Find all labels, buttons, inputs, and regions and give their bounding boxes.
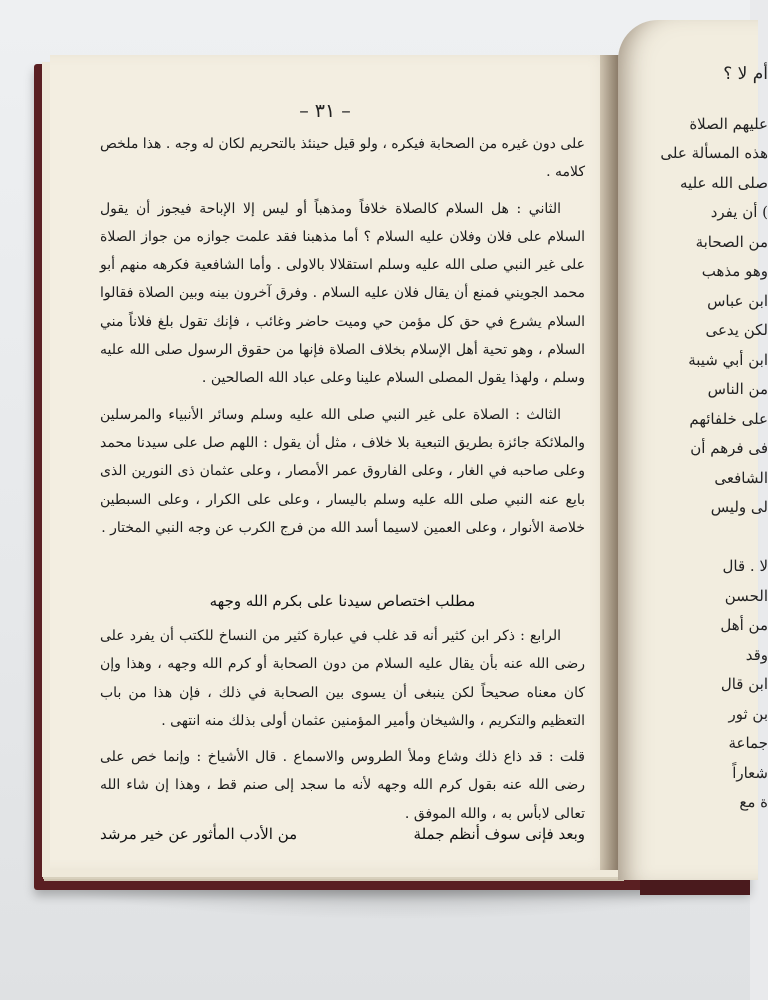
facing-line: لى وليس [710,498,768,516]
facing-line: صلى الله عليه [680,173,768,192]
facing-line: ة مع [739,793,768,811]
facing-line: لكن يدعى [705,321,768,339]
facing-line: من الصحابة [695,232,768,251]
facing-line: ابن أبي شيبة [688,350,768,369]
facing-line: عليهم الصلاة [689,114,768,133]
poem-hemistich-left: من الأدب المأثور عن خير مرشد [100,825,298,843]
body-text-bottom [100,622,585,836]
page-number: – ٣١ – [299,100,351,122]
facing-line: شعاراً [732,763,768,782]
facing-line: فى فرهم أن [690,439,768,457]
paragraph: الثالث : الصلاة على غير النبي صلى الله عليه وسلم وسائر الأنبياء والمرسلين والملائكة جائزة بطريق التبعية بلا خلاف ، مثل أن يقول : اللهم صل على سيدنا محمد وعلى صاحبه في الغار ، وعلى الفاروق عمر الأمصار ، وعلى عثمان ذى النورين الذى بايع عنه النبي صلى الله عليه وسلم باليسار ، وعلى على الكرار ، وعلى السبطين خلاصة الأنوار ، وعلى العمين لاسيما أسد الله من فرج الكرب عن وجه النبي المختار . [100,406,585,536]
poem-verse [100,825,585,843]
facing-line: وهو مذهب [701,262,768,280]
facing-line: وقد [745,645,768,664]
facing-line: هذه المسألة على [660,144,768,162]
facing-line: ابن قال [720,675,768,693]
facing-page [618,20,768,880]
paragraph: الثاني : هل السلام كالصلاة خلافاً ومذهباً أو ليس إلا الإباحة فيجوز أن يقول السلام على فلان وفلان عليه السلام ؟ أما مذهبنا فقد علمت جوازه من جواز الصلاة على غير النبي صلى الله عليه وسلم استقلالا بالاولى . وأما الشافعية فكرهه منهم أبو محمد الجويني فمنع أن يقال فلان عليه السلام . وفرق آخرون بينه وبين الصلاة فقالوا السلام يشرع في حق كل مؤمن حي وميت حاضر وغائب ، فإنك تقول بلغ فلاناً مني السلام ، وهو تحية أهل الإسلام بخلاف الصلاة فإنها من حقوق الرسول صلى الله عليه وسلم ، ولهذا يقول المصلى السلام علينا وعلى عباد الله الصالحين . [100,200,585,387]
poem-hemistich-right: وبعد فإنى سوف أنظم جملة [413,825,585,843]
facing-line: من أهل [720,616,768,634]
section-heading: مطلب اختصاص سيدنا على بكرم الله وجهه [209,592,476,610]
body-text-top [100,130,585,550]
paragraph: قلت : قد ذاع ذلك وشاع وملأ الطروس والاسماع . قال الأشياخ : وإنما خص على رضى الله عنه بقول كرم الله وجهه لأنه ما سجد إلى صنم قط ، وهذا إن شاء الله تعالى لابأس به ، والله الموفق . [100,749,585,822]
facing-page-heading: أم لا ؟ [723,64,768,84]
facing-page-text [638,60,768,818]
facing-line [638,523,768,553]
paragraph: الرابع : ذكر ابن كثير أنه قد غلب في عبارة كثير من النساخ للكتب أن يفرد على رضى الله عنه بأن يقال عليه السلام من دون الصحابة أو كرم الله وجهه ، وهذا وإن كان معناه صحيحاً لكن ينبغى أن يسوى بين الصحابة في ذلك ، فإن هذا من باب التعظيم والتكريم ، والشيخان وأمير المؤمنين عثمان أولى بذلك منه انتهى . [100,628,585,729]
facing-line: ابن عباس [707,291,768,310]
facing-line: ) أن يفرد [710,203,768,221]
facing-line: لا . قال [722,557,768,575]
facing-line: بن ثور [728,704,768,723]
facing-line: من الناس [707,380,768,398]
facing-line: جماعة [728,734,768,752]
facing-line: على خلفائهم [689,409,768,428]
paragraph: على دون غيره من الصحابة فيكره ، ولو قيل حينئذ بالتحريم لكان له وجه . هذا ملخص كلامه . [100,136,585,181]
facing-line: الشافعى [714,468,768,487]
facing-line: الحسن [724,586,768,605]
